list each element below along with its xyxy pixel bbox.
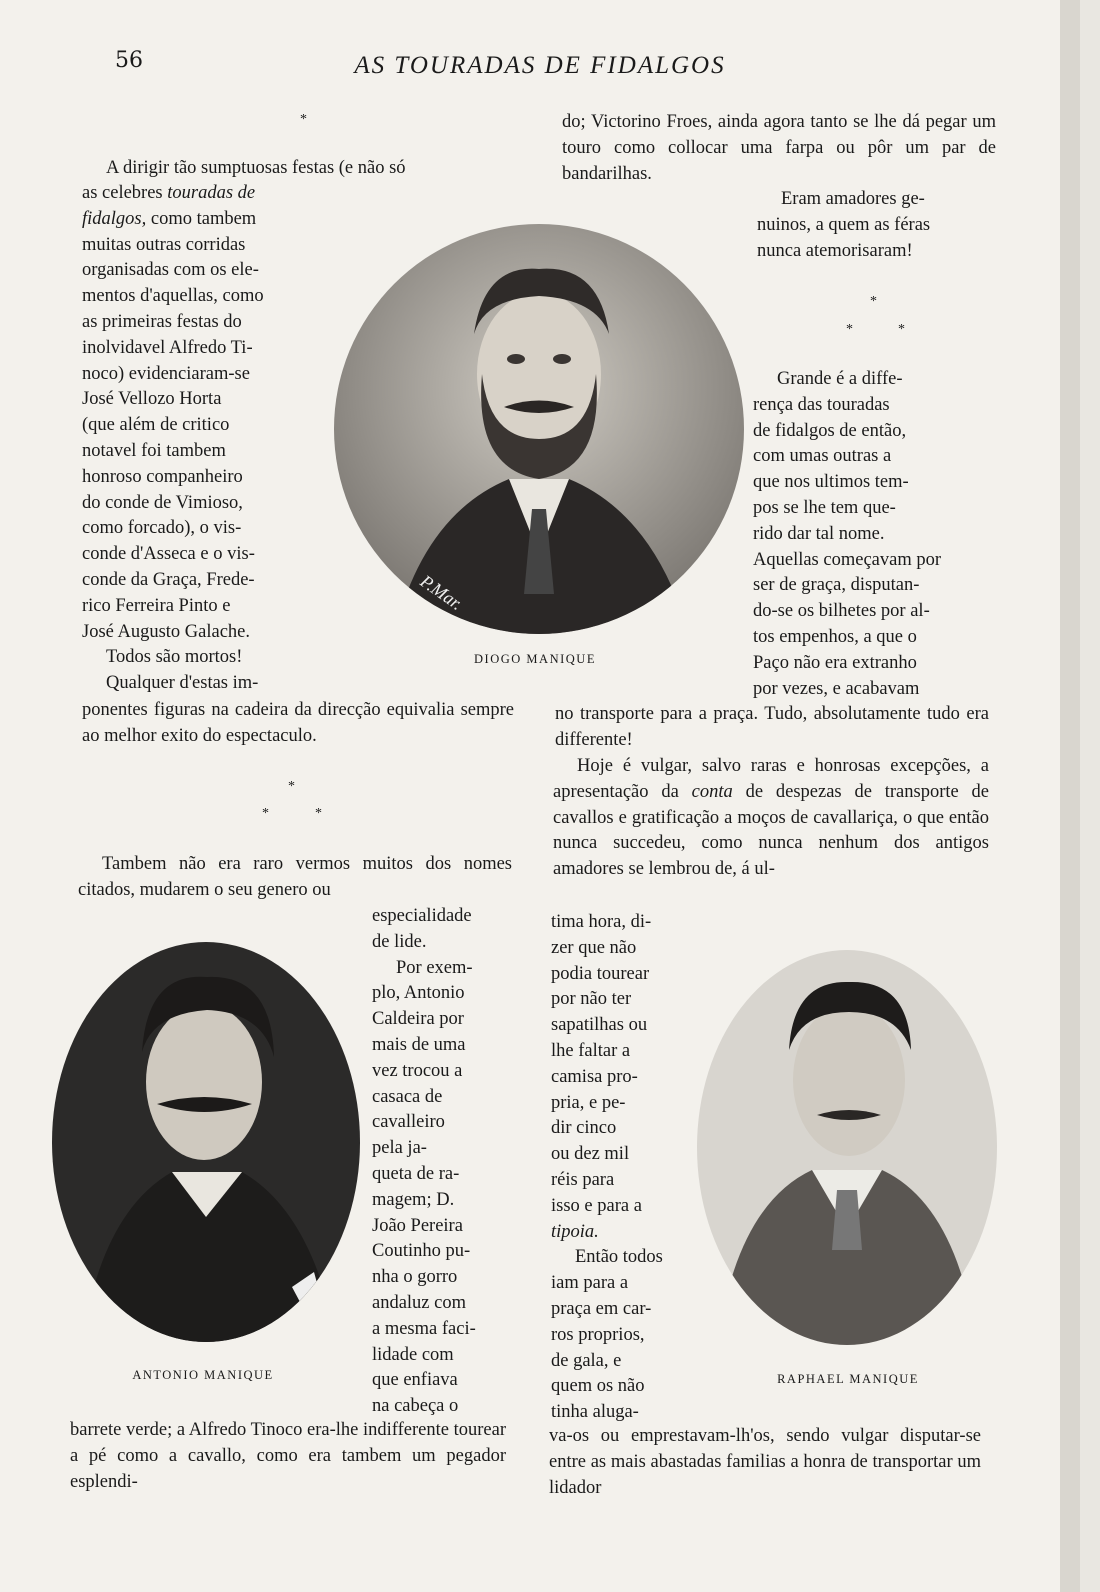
- portrait-image: [697, 950, 997, 1345]
- right-narrow-column: [551, 910, 687, 1426]
- text-line: isso e para a: [551, 1195, 642, 1216]
- text-line: ou dez mil: [551, 1144, 630, 1165]
- text-line: especialidade: [372, 906, 472, 926]
- running-title: AS TOURADAS DE FIDALGOS: [354, 52, 726, 79]
- text-line: Então todos: [575, 1247, 663, 1268]
- text-line: magem; D.: [372, 1189, 455, 1210]
- text-line: mentos d'aquellas, como: [82, 286, 264, 307]
- text-line: com umas outras a: [753, 446, 892, 467]
- right-paragraph-1: do; Victorino Froes, ainda agora tanto se lhe dá pegar um touro como collocar uma farpa ou pôr um par de bandarilhas.: [562, 112, 996, 184]
- left-paragraph-5: barrete verde; a Alfredo Tinoco era-lhe indifferente tourear a pé como a cavallo, como era tambem um pegador esplendi-: [70, 1420, 506, 1492]
- text-line: tos empenhos, a que o: [753, 626, 917, 647]
- text-line: rico Ferreira Pinto e: [82, 595, 231, 616]
- text-line: que nos ultimos tem-: [753, 472, 909, 493]
- text-line: Aquellas começavam por: [753, 549, 942, 570]
- text-line: dir cinco: [551, 1118, 617, 1139]
- text-line: João Pereira: [372, 1215, 463, 1236]
- text-line: conde d'Asseca e o vis-: [82, 544, 255, 565]
- right-paragraph-5: va-os ou emprestavam-lh'os, sendo vulgar disputar-se entre as mais abastadas familias a honra de transportar um lidador: [549, 1426, 981, 1498]
- text-line: a mesma faci-: [372, 1318, 476, 1339]
- text-line: zer que não: [551, 937, 637, 958]
- text-line: do-se os bilhetes por al-: [753, 601, 930, 622]
- text-line: Eram amadores ge-: [781, 189, 925, 209]
- text-line: sapatilhas ou: [551, 1015, 648, 1036]
- text-line: Grande é a diffe-: [777, 369, 903, 389]
- page-number: 56: [115, 48, 143, 73]
- text-line: cavalleiro: [372, 1112, 445, 1133]
- text-line: nuinos, a quem as féras: [757, 214, 931, 235]
- text-line: vez trocou a: [372, 1060, 463, 1081]
- text-line: notavel foi tambem: [82, 440, 226, 461]
- text-line: como forcado), o vis-: [82, 518, 242, 539]
- left-narrow-lines: [82, 233, 324, 646]
- text-line: do conde de Vimioso,: [82, 492, 243, 513]
- text-line: as primeiras festas do: [82, 311, 242, 332]
- text-line: conde da Graça, Frede-: [82, 569, 255, 590]
- text-line: Caldeira por: [372, 1009, 464, 1030]
- left-paragraph-3: ponentes figuras na cadeira da direcção equivalia sempre ao melhor exito do espectaculo.: [82, 700, 514, 746]
- page-edge: [1060, 0, 1080, 1592]
- text-line: lidade com: [372, 1344, 454, 1365]
- left-paragraph-1: [82, 156, 520, 182]
- section-star: *: [870, 294, 877, 309]
- text-line: organisadas com os ele-: [82, 260, 259, 281]
- text-line: ros proprios,: [551, 1324, 645, 1345]
- text-line: mais de uma: [372, 1034, 466, 1055]
- text-line: tinha aluga-: [551, 1402, 639, 1423]
- text-line: nunca atemorisaram!: [757, 240, 913, 261]
- artist-signature: P.Mar.: [416, 570, 467, 615]
- text-line: plo, Antonio: [372, 983, 465, 1004]
- text-line: podia tourear: [551, 963, 650, 984]
- left-paragraph-2: Todos são mortos!: [106, 647, 243, 668]
- text-line: de gala, e: [551, 1350, 622, 1371]
- text-line: tima hora, di-: [551, 912, 652, 932]
- text-line: iam para a: [551, 1273, 629, 1294]
- text-line: pela ja-: [372, 1138, 427, 1159]
- caption-raphael-manique: RAPHAEL MANIQUE: [777, 1372, 919, 1386]
- text-line: lhe faltar a: [551, 1040, 631, 1061]
- text-line: por não ter: [551, 989, 632, 1010]
- right-paragraph-3-end: no transporte para a praça. Tudo, absolutamente tudo era differente!: [555, 704, 989, 750]
- caption-diogo-manique: DIOGO MANIQUE: [474, 652, 596, 666]
- text-line: (que além de critico: [82, 415, 230, 436]
- left-paragraph-3-start: Qualquer d'estas im-: [106, 673, 259, 694]
- portrait-image: [52, 942, 360, 1342]
- caption-antonio-manique: ANTONIO MANIQUE: [132, 1368, 274, 1382]
- text-line: andaluz com: [372, 1292, 466, 1313]
- text-line: Por exem-: [396, 957, 473, 978]
- text-line: nha o gorro: [372, 1267, 458, 1288]
- text-line: fidalgos, como tambem: [82, 208, 257, 229]
- text-line: noco) evidenciaram-se: [82, 363, 250, 384]
- text-line: rido dar tal nome.: [753, 523, 885, 544]
- text-line: camisa pro-: [551, 1066, 638, 1087]
- text-line: que enfiava: [372, 1370, 458, 1391]
- text-line: A dirigir tão sumptuosas festas (e não só: [106, 158, 406, 178]
- right-paragraph-2: [757, 187, 995, 264]
- left-narrow-block: [82, 181, 324, 697]
- section-star: *: [898, 322, 905, 337]
- text-line: por vezes, e acabavam: [753, 678, 920, 699]
- text-line: réis para: [551, 1169, 615, 1190]
- section-star: *: [846, 322, 853, 337]
- portrait-image: [334, 224, 744, 634]
- left-narrow-column: [372, 904, 510, 1420]
- text-line: ser de graça, disputan-: [753, 575, 920, 596]
- text-line: de lide.: [372, 931, 427, 952]
- text-line: de fidalgos de então,: [753, 420, 907, 441]
- text-line: queta de ra-: [372, 1163, 460, 1184]
- section-star: *: [300, 112, 307, 127]
- portrait-antonio-manique: [52, 942, 360, 1342]
- text-line: José Augusto Galache.: [82, 621, 251, 642]
- text-line: Coutinho pu-: [372, 1241, 471, 1262]
- right-paragraph-3: [753, 367, 991, 702]
- text-line: muitas outras corridas: [82, 234, 246, 255]
- text-line: praça em car-: [551, 1298, 652, 1319]
- text-line: honroso companheiro: [82, 466, 243, 487]
- text-line: José Vellozo Horta: [82, 389, 222, 410]
- text-line: na cabeça o: [372, 1396, 459, 1417]
- text-line: tipoia.: [551, 1221, 599, 1242]
- section-star: *: [288, 779, 295, 794]
- text-line: inolvidavel Alfredo Ti-: [82, 337, 253, 358]
- text-line: rença das touradas: [753, 394, 890, 415]
- portrait-diogo-manique: [334, 224, 744, 634]
- section-star: *: [315, 806, 322, 821]
- text-line: casaca de: [372, 1086, 443, 1107]
- section-star: *: [262, 806, 269, 821]
- text-line: as celebres touradas de: [82, 183, 256, 203]
- right-paragraph-4: Hoje é vulgar, salvo raras e honrosas excepções, a apresentação da conta de despezas de transporte de cavallos e gratificação a moços de cavallariça, o que então nunca succedeu, como nunca nenhum dos antigos amadores se lembrou de, á ul-: [553, 756, 989, 880]
- portrait-raphael-manique: [697, 950, 997, 1345]
- text-line: pria, e pe-: [551, 1092, 626, 1113]
- text-line: pos se lhe tem que-: [753, 497, 896, 518]
- left-paragraph-4: Tambem não era raro vermos muitos dos nomes citados, mudarem o seu genero ou: [78, 854, 512, 900]
- text-line: quem os não: [551, 1376, 645, 1397]
- text-line: Paço não era extranho: [753, 652, 917, 673]
